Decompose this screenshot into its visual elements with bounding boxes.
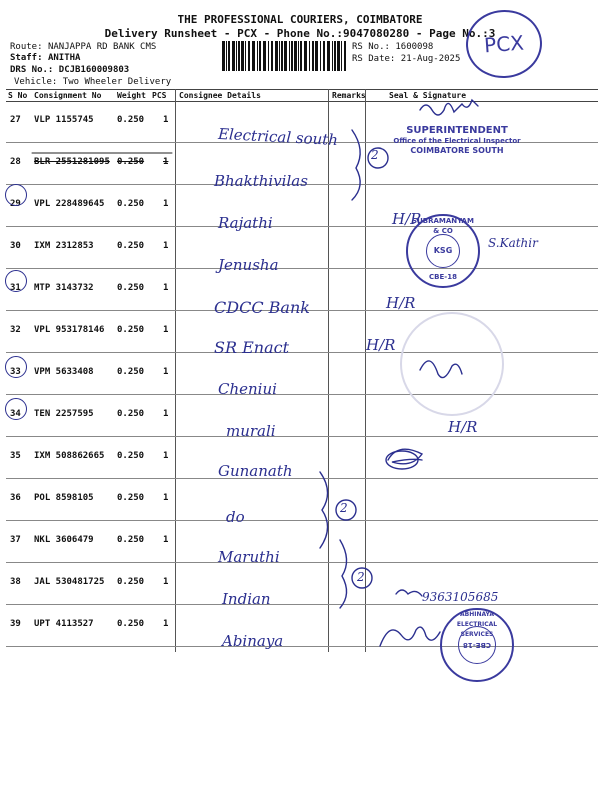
cell-pcs: 1 <box>163 325 169 335</box>
handwritten-consignee: Maruthi <box>218 548 280 566</box>
handwritten-consignee: SR Enact <box>214 338 290 357</box>
cell-sno: 27 <box>10 115 21 125</box>
cell-sno: 35 <box>10 451 21 461</box>
rs-date-line: RS Date: 21-Aug-2025 <box>352 54 461 64</box>
cell-cno: VPL 228489645 <box>34 199 105 209</box>
handwritten-consignee: Jenusha <box>218 256 279 274</box>
cell-sno: 30 <box>10 241 21 251</box>
cell-sno: 38 <box>10 577 21 587</box>
cell-weight: 0.250 <box>117 577 145 587</box>
cell-weight: 0.250 <box>117 241 145 251</box>
cell-weight: 0.250 <box>117 115 145 125</box>
handwritten-consignee: Rajathi <box>218 214 273 232</box>
cell-pcs: 1 <box>163 157 169 167</box>
staff-line: Staff: ANITHA <box>10 53 81 63</box>
cell-pcs: 1 <box>163 409 169 419</box>
cell-sno: 36 <box>10 493 21 503</box>
cell-cno: POL 8598105 <box>34 493 94 503</box>
vehicle-line: Vehicle: Two Wheeler Delivery <box>14 77 172 87</box>
cell-cno: JAL 530481725 <box>34 577 105 587</box>
handwritten-consignee: Abinaya <box>222 632 284 650</box>
cell-cno: IXM 508862665 <box>34 451 105 461</box>
drs-line: DRS No.: DCJB160009803 <box>10 65 130 75</box>
cell-cno: TEN 2257595 <box>34 409 94 419</box>
seal-text: CBE-18 <box>429 273 457 281</box>
route-line: Route: NANJAPPA RD BANK CMS <box>10 42 157 52</box>
group-count: 2 <box>340 501 348 515</box>
cell-pcs: 1 <box>163 115 169 125</box>
superintendent-seal: SUPERINTENDENT Office of the Electrical Inspector COIMBATORE SOUTH <box>393 125 521 155</box>
cell-weight: 0.250 <box>117 199 145 209</box>
cell-pcs: 1 <box>163 451 169 461</box>
cell-weight: 0.250 <box>117 409 145 419</box>
cell-pcs: 1 <box>163 577 169 587</box>
cell-weight: 0.250 <box>117 325 145 335</box>
cell-weight: 0.250 <box>117 157 145 167</box>
col-remarks: Remarks <box>332 91 366 100</box>
handwritten-phone: 9363105685 <box>422 590 499 604</box>
col-pcs: PCS <box>152 91 167 100</box>
cell-cno: BLR 2551281095 <box>34 157 110 167</box>
handwritten-consignee: Bhakthivilas <box>214 172 308 190</box>
remark-hir: H/R <box>366 336 396 354</box>
cell-weight: 0.250 <box>117 283 145 293</box>
cell-cno: MTP 3143732 <box>34 283 94 293</box>
cell-sno: 37 <box>10 535 21 545</box>
cell-cno: NKL 3606479 <box>34 535 94 545</box>
cell-cno: VPL 953178146 <box>34 325 105 335</box>
cell-pcs: 1 <box>163 367 169 377</box>
cell-weight: 0.250 <box>117 493 145 503</box>
handwritten-consignee: Electrical south <box>217 124 339 150</box>
cell-sno: 28 <box>10 157 21 167</box>
handwritten-consignee: do <box>226 508 245 526</box>
group-count: 2 <box>357 570 365 584</box>
handwritten-signature: S.Kathir <box>488 236 538 250</box>
cell-pcs: 1 <box>163 619 169 629</box>
pcx-stamp: PCX <box>464 7 545 80</box>
cell-pcs: 1 <box>163 199 169 209</box>
cell-sno: 39 <box>10 619 21 629</box>
company-title: THE PROFESSIONAL COURIERS, COIMBATORE <box>177 13 423 26</box>
cell-pcs: 1 <box>163 241 169 251</box>
cell-pcs: 1 <box>163 535 169 545</box>
handwritten-consignee: CDCC Bank <box>214 298 310 317</box>
cell-cno: UPT 4113527 <box>34 619 94 629</box>
cell-pcs: 1 <box>163 283 169 293</box>
handwritten-consignee: Indian <box>222 590 271 608</box>
handwritten-consignee: murali <box>226 422 276 440</box>
seal-text: SUBRAMANYAM & CO <box>412 217 474 235</box>
seal-text: CBE-18 <box>463 641 491 649</box>
cell-weight: 0.250 <box>117 451 145 461</box>
remark-hir: H/R <box>392 210 422 228</box>
handwritten-consignee: Gunanath <box>218 462 293 480</box>
col-consignment: Consignment No <box>34 91 102 100</box>
remark-hir: H/R <box>448 418 478 436</box>
cell-cno: VLP 1155745 <box>34 115 94 125</box>
cell-weight: 0.250 <box>117 367 145 377</box>
cell-weight: 0.250 <box>117 619 145 629</box>
group-count: 2 <box>371 148 379 162</box>
cell-sno: 29 <box>10 199 21 209</box>
seal-text: ABHINAYA ELECTRICAL SERVICES <box>456 611 498 638</box>
col-consignee: Consignee Details <box>179 91 261 100</box>
runsheet-subtitle: Delivery Runsheet - PCX - Phone No.:9047080280 - Page No.:3 <box>104 27 496 40</box>
cell-sno: 34 <box>10 409 21 419</box>
seal-text: KSG <box>433 246 453 255</box>
cell-sno: 33 <box>10 367 21 377</box>
cell-sno: 32 <box>10 325 21 335</box>
col-sno: S No <box>8 91 28 100</box>
remark-hir: H/R <box>386 294 416 312</box>
cell-pcs: 1 <box>163 493 169 503</box>
col-seal: Seal & Signature <box>389 91 467 100</box>
handwritten-consignee: Cheniui <box>218 380 277 398</box>
col-weight: Weight <box>117 91 146 100</box>
cell-cno: IXM 2312853 <box>34 241 94 251</box>
cell-weight: 0.250 <box>117 535 145 545</box>
cell-cno: VPM 5633408 <box>34 367 94 377</box>
cell-sno: 31 <box>10 283 21 293</box>
rs-no-line: RS No.: 1600098 <box>352 42 434 52</box>
